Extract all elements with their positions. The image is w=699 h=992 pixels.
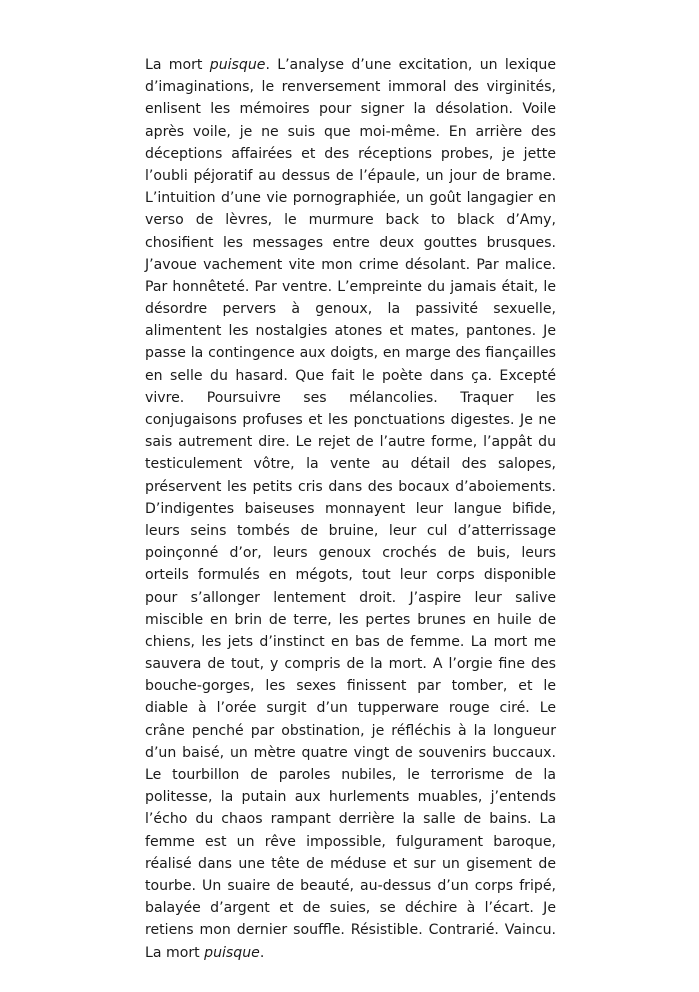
poem-line: enlisent les mémoires pour signer la désolation. Voile bbox=[145, 101, 556, 118]
poem-line: passe la contingence aux doigts, en marge des fiançailles bbox=[145, 345, 556, 362]
poem-line: conjugaisons profuses et les ponctuations digestes. Je ne bbox=[145, 412, 556, 428]
poem-line: après voile, je ne suis que moi-même. En arrière des bbox=[145, 123, 556, 140]
poem-line: d’imaginations, le renversement immoral des virginités, bbox=[145, 79, 556, 96]
poem-line: bouche-gorges, les sexes finissent par tomber, et le bbox=[145, 678, 556, 695]
poem-line: diable à l’orée surgit d’un tupperware rouge ciré. Le bbox=[145, 700, 556, 717]
italic-puisque: puisque bbox=[209, 57, 266, 73]
poem-line: retiens mon dernier souffle. Résistible. Contrarié. Vaincu. bbox=[145, 922, 556, 939]
poem-line: verso de lèvres, le murmure back to black d’Amy, bbox=[145, 212, 556, 229]
poem-line: Par honnêteté. Par ventre. L’empreinte du jamais était, le bbox=[145, 278, 556, 295]
poem-line: sais autrement dire. Le rejet de l’autre forme, l’appât du bbox=[145, 434, 556, 451]
poem-line: chiens, les jets d’instinct en bas de femme. La mort me bbox=[145, 633, 556, 650]
poem-line: désordre pervers à genoux, la passivité sexuelle, bbox=[145, 301, 556, 318]
poem-line: sauvera de tout, y compris de la mort. A l’orgie fine des bbox=[145, 656, 556, 673]
poem-line: J’avoue vachement vite mon crime désolant. Par malice. bbox=[145, 256, 556, 273]
poem-line: réalisé dans une tête de méduse et sur un gisement de bbox=[145, 855, 556, 872]
poem-line: femme est un rêve impossible, fulgurament baroque, bbox=[145, 833, 556, 850]
poem-line: poinçonné d’or, leurs genoux crochés de buis, leurs bbox=[145, 545, 556, 562]
poem-line: balayée d’argent et de suies, se déchire à l’écart. Je bbox=[145, 900, 556, 917]
poem-line: crâne penché par obstination, je réfléchis à la longueur bbox=[145, 722, 556, 739]
poem-last-line: La mort puisque. bbox=[145, 944, 265, 961]
poem-line: préservent les petits cris dans des bocaux d’aboiements. bbox=[145, 478, 556, 495]
poem-line: Le tourbillon de paroles nubiles, le terrorisme de la bbox=[145, 767, 556, 783]
poem-line: d’un baisé, un mètre quatre vingt de souvenirs buccaux. bbox=[145, 744, 556, 761]
poem-line: testiculement vôtre, la vente au détail des salopes, bbox=[145, 456, 556, 473]
poem-line: L’intuition d’une vie pornographiée, un goût langagier en bbox=[145, 190, 556, 207]
poem-line: orteils formulés en mégots, tout leur corps disponible bbox=[145, 567, 556, 584]
poem-line: alimentent les nostalgies atones et mates, pantones. Je bbox=[145, 323, 556, 340]
poem-line: miscible en brin de terre, les pertes brunes en huile de bbox=[145, 611, 556, 628]
italic-puisque: puisque bbox=[204, 944, 260, 961]
poem-line: politesse, la putain aux hurlements muables, j’entends bbox=[145, 789, 556, 806]
poem-line: D’indigentes baiseuses monnayent leur langue bifide, bbox=[145, 500, 556, 517]
poem-line: l’oubli péjoratif au dessus de l’épaule, un jour de brame. bbox=[145, 167, 556, 184]
poem-line: en selle du hasard. Que fait le poète dans ça. Excepté bbox=[145, 367, 556, 384]
poem-line: l’écho du chaos rampant derrière la salle de bains. La bbox=[145, 811, 556, 828]
poem-line: leurs seins tombés de bruine, leur cul d’atterrissage bbox=[145, 522, 556, 539]
poem-line: déceptions affairées et des réceptions probes, je jette bbox=[145, 145, 556, 162]
poem-line-1: La mort puisque. L’analyse d’une excitation, un lexique bbox=[145, 57, 557, 73]
poem-line: vivre. Poursuivre ses mélancolies. Traquer les bbox=[145, 389, 556, 406]
prose-poem bbox=[145, 54, 556, 964]
poem-line: pour s’allonger lentement droit. J’aspire leur salive bbox=[145, 589, 556, 606]
poem-line: tourbe. Un suaire de beauté, au-dessus d’un corps fripé, bbox=[145, 877, 556, 894]
poem-line: chosifient les messages entre deux gouttes brusques. bbox=[145, 234, 556, 251]
